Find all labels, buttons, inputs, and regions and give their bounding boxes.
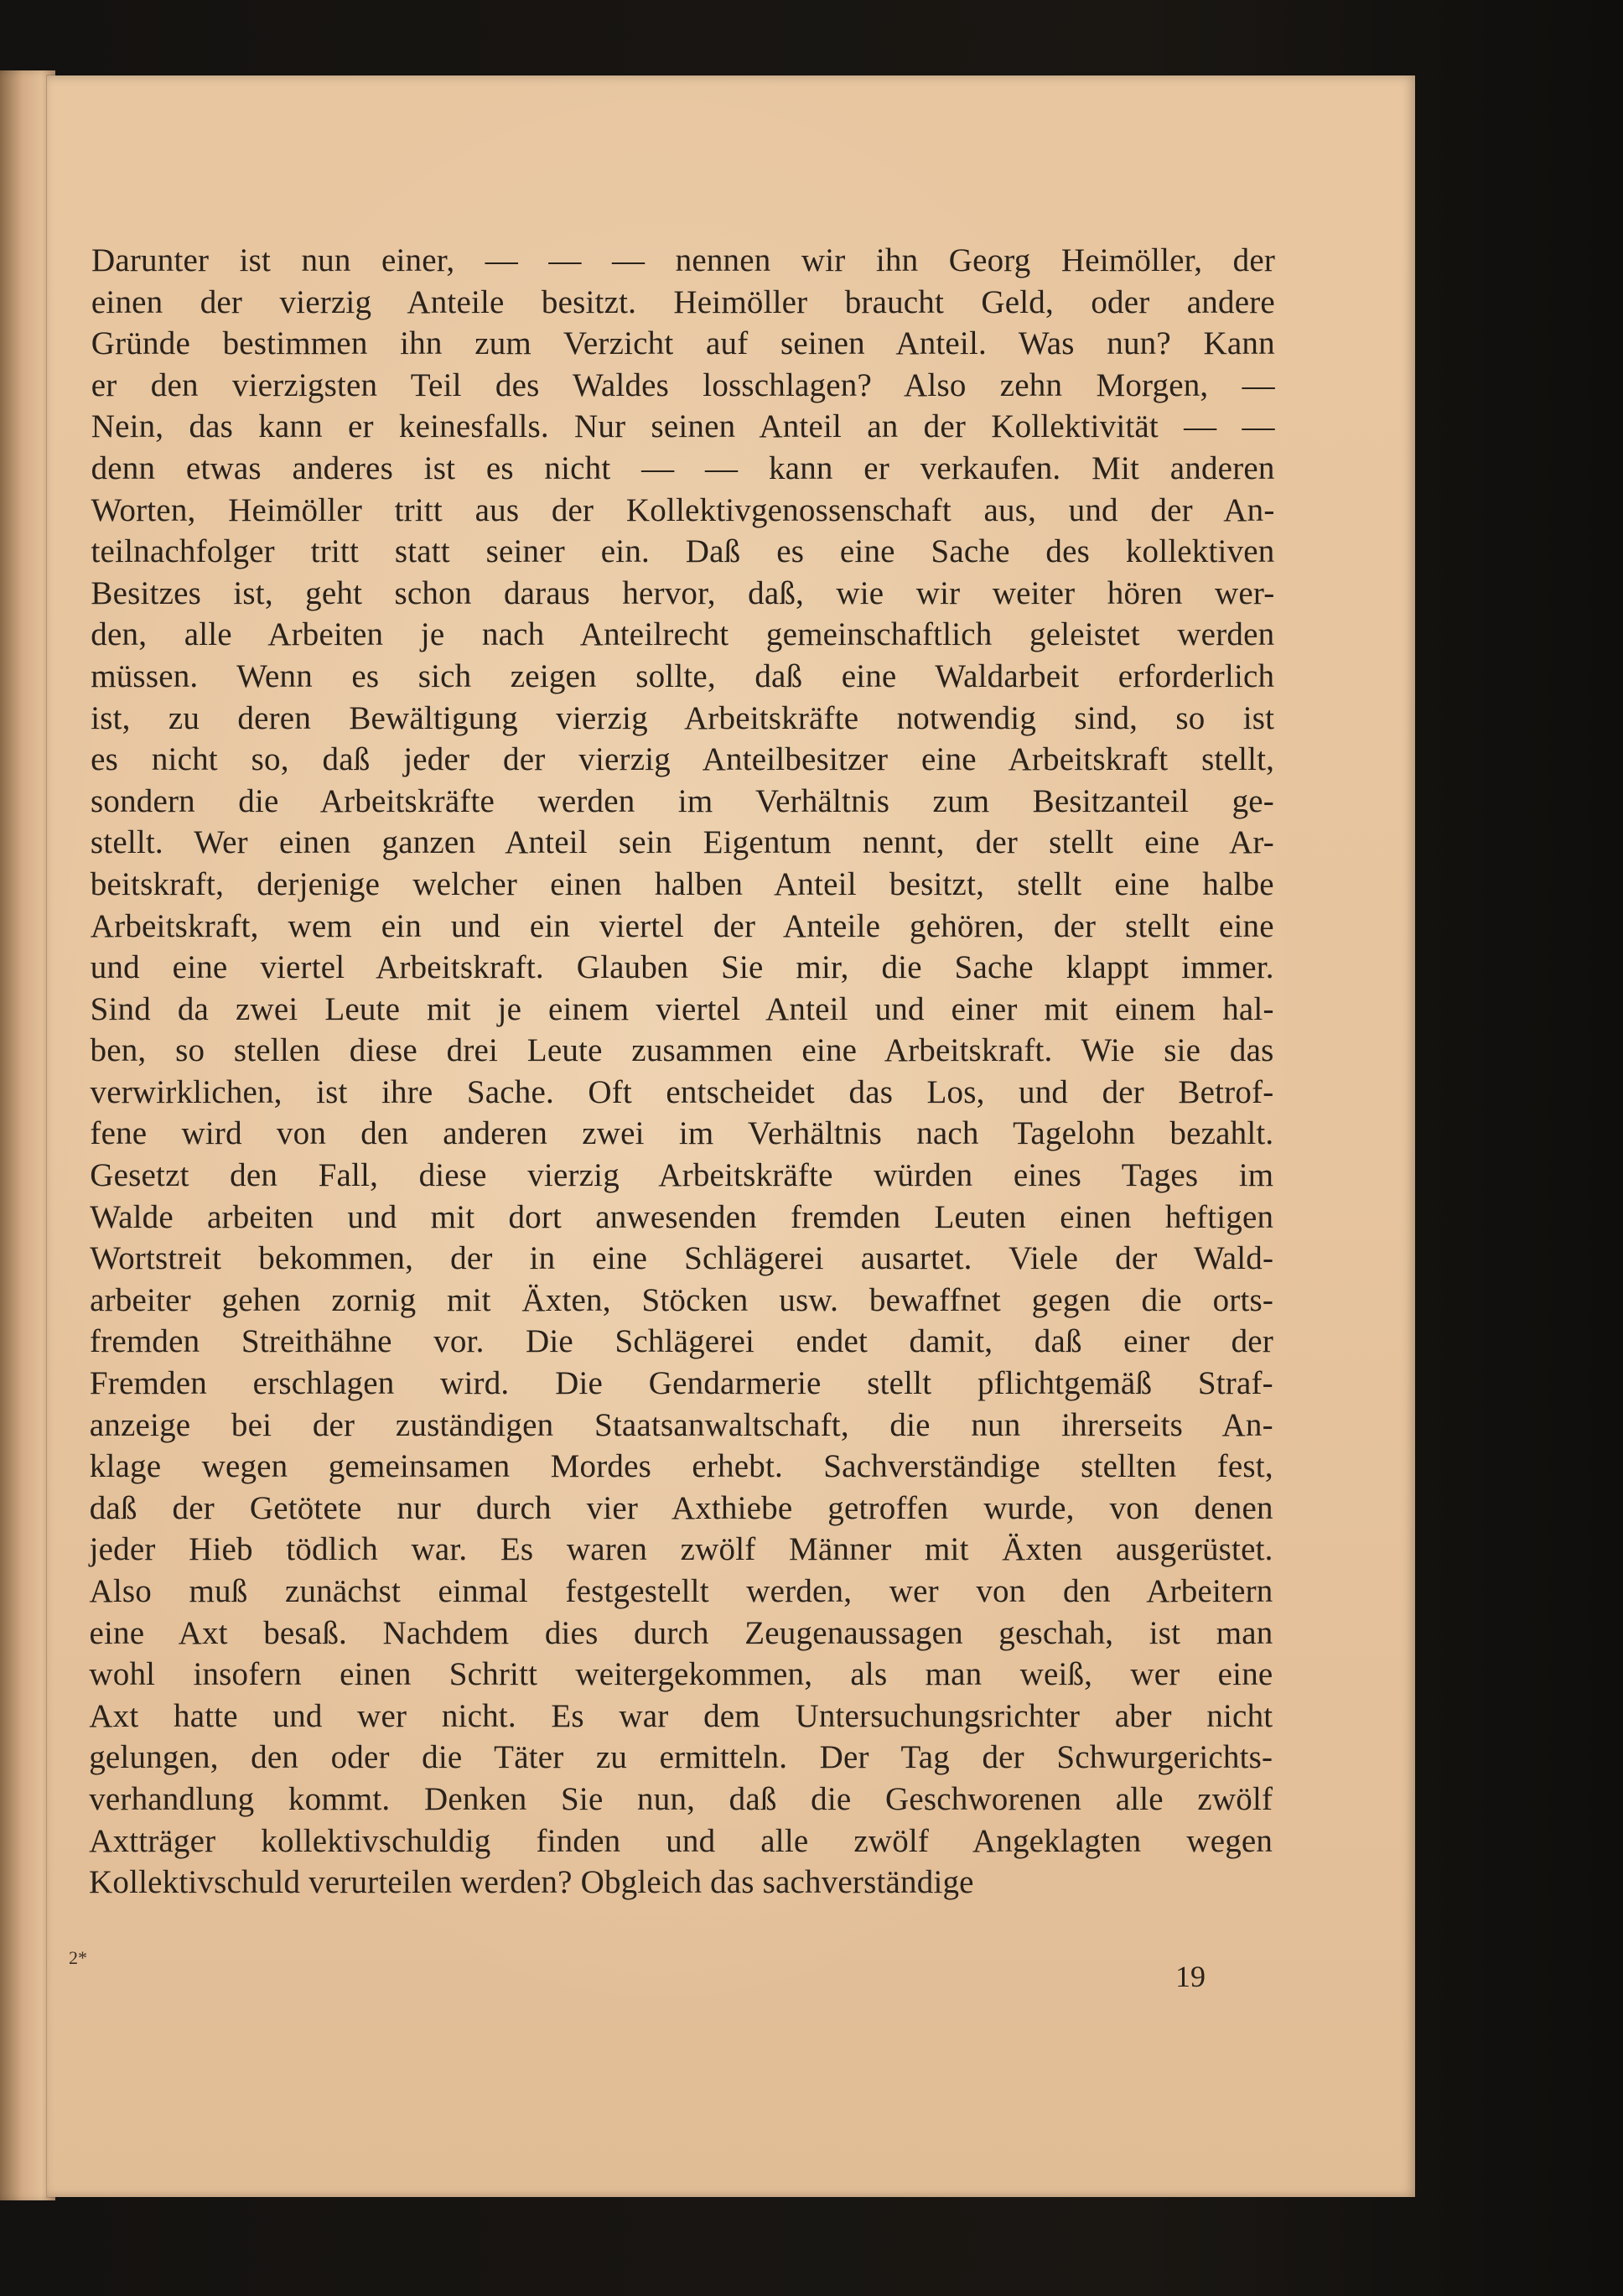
text-line: gelungen, den oder die Täter zu ermitteln. Der Tag der Schwurgerichts- — [89, 1739, 1273, 1776]
text-line: Kollektivschuld verurteilen werden? Obgleich das sachverständige — [89, 1864, 974, 1901]
page-number: 19 — [1175, 1960, 1206, 1993]
text-line: fremden Streithähne vor. Die Schlägerei endet damit, daß einer der — [90, 1323, 1273, 1360]
text-line: stellt. Wer einen ganzen Anteil sein Eigentum nennt, der stellt eine Ar- — [90, 824, 1274, 861]
text-line: arbeiter gehen zornig mit Äxten, Stöcken usw. bewaffnet gegen die orts- — [90, 1281, 1274, 1318]
text-line: verhandlung kommt. Denken Sie nun, daß die Geschworenen alle zwölf — [89, 1780, 1273, 1817]
text-line: müssen. Wenn es sich zeigen sollte, daß eine Waldarbeit erforderlich — [91, 657, 1275, 694]
body-text — [91, 240, 1275, 1904]
text-line: einen der vierzig Anteile besitzt. Heimöller braucht Geld, oder andere — [91, 283, 1275, 320]
text-line: daß der Getötete nur durch vier Axthiebe getroffen wurde, von denen — [89, 1489, 1273, 1526]
text-line: er den vierzigsten Teil des Waldes losschlagen? Also zehn Morgen, — — [91, 366, 1275, 403]
text-line: Fremden erschlagen wird. Die Gendarmerie stellt pflichtgemäß Straf- — [89, 1365, 1273, 1402]
text-line: jeder Hieb tödlich war. Es waren zwölf Männer mit Äxten ausgerüstet. — [89, 1531, 1273, 1568]
text-line: Arbeitskraft, wem ein und ein viertel der Anteile gehören, der stellt eine — [90, 907, 1274, 944]
book-page — [47, 75, 1415, 2197]
text-line: denn etwas anderes ist es nicht — — kann er verkaufen. Mit anderen — [91, 449, 1275, 486]
text-line: ist, zu deren Bewältigung vierzig Arbeitskräfte notwendig sind, so ist — [91, 699, 1275, 736]
text-line: anzeige bei der zuständigen Staatsanwaltschaft, die nun ihrerseits An- — [89, 1406, 1273, 1443]
text-line: Axt hatte und wer nicht. Es war dem Untersuchungsrichter aber nicht — [89, 1697, 1273, 1734]
text-line: Besitzes ist, geht schon daraus hervor, daß, wie wir weiter hören wer- — [91, 574, 1275, 611]
text-line: wohl insofern einen Schritt weitergekommen, als man weiß, wer eine — [89, 1656, 1273, 1693]
text-line: klage wegen gemeinsamen Mordes erhebt. Sachverständige stellten fest, — [89, 1448, 1273, 1485]
text-line: verwirklichen, ist ihre Sache. Oft entscheidet das Los, und der Betrof- — [90, 1073, 1274, 1110]
text-line: Gründe bestimmen ihn zum Verzicht auf seinen Anteil. Was nun? Kann — [91, 325, 1275, 362]
text-line: ben, so stellen diese drei Leute zusammen eine Arbeitskraft. Wie sie das — [90, 1032, 1274, 1069]
text-line: Also muß zunächst einmal festgestellt werden, wer von den Arbeitern — [89, 1573, 1273, 1609]
text-line: Nein, das kann er keinesfalls. Nur seinen Anteil an der Kollektivität — — — [91, 408, 1275, 445]
text-line: Gesetzt den Fall, diese vierzig Arbeitskräfte würden eines Tages im — [90, 1157, 1274, 1194]
text-line: Sind da zwei Leute mit je einem viertel Anteil und einer mit einem hal- — [90, 990, 1274, 1027]
text-line: es nicht so, daß jeder der vierzig Anteilbesitzer eine Arbeitskraft stellt, — [91, 741, 1275, 778]
signature-mark: 2* — [69, 1947, 87, 1968]
text-line: Wortstreit bekommen, der in eine Schlägerei ausartet. Viele der Wald- — [90, 1240, 1274, 1277]
text-line: beitskraft, derjenige welcher einen halben Anteil besitzt, stellt eine halbe — [90, 865, 1274, 902]
text-line: eine Axt besaß. Nachdem dies durch Zeugenaussagen geschah, ist man — [89, 1614, 1273, 1651]
text-line: teilnachfolger tritt statt seiner ein. Daß es eine Sache des kollektiven — [91, 533, 1275, 570]
text-line: sondern die Arbeitskräfte werden im Verhältnis zum Besitzanteil ge- — [91, 782, 1274, 819]
text-line: Worten, Heimöller tritt aus der Kollektivgenossenschaft aus, und der An- — [91, 491, 1275, 528]
text-line: den, alle Arbeiten je nach Anteilrecht gemeinschaftlich geleistet werden — [91, 616, 1275, 653]
text-line: Darunter ist nun einer, — — — nennen wir ihn Georg Heimöller, der — [91, 242, 1276, 278]
text-line: fene wird von den anderen zwei im Verhältnis nach Tagelohn bezahlt. — [90, 1115, 1274, 1152]
text-line: Walde arbeiten und mit dort anwesenden fremden Leuten einen heftigen — [90, 1198, 1274, 1235]
text-line: und eine viertel Arbeitskraft. Glauben Sie mir, die Sache klappt immer. — [90, 949, 1274, 986]
text-line: Axtträger kollektivschuldig finden und alle zwölf Angeklagten wegen — [89, 1822, 1273, 1859]
